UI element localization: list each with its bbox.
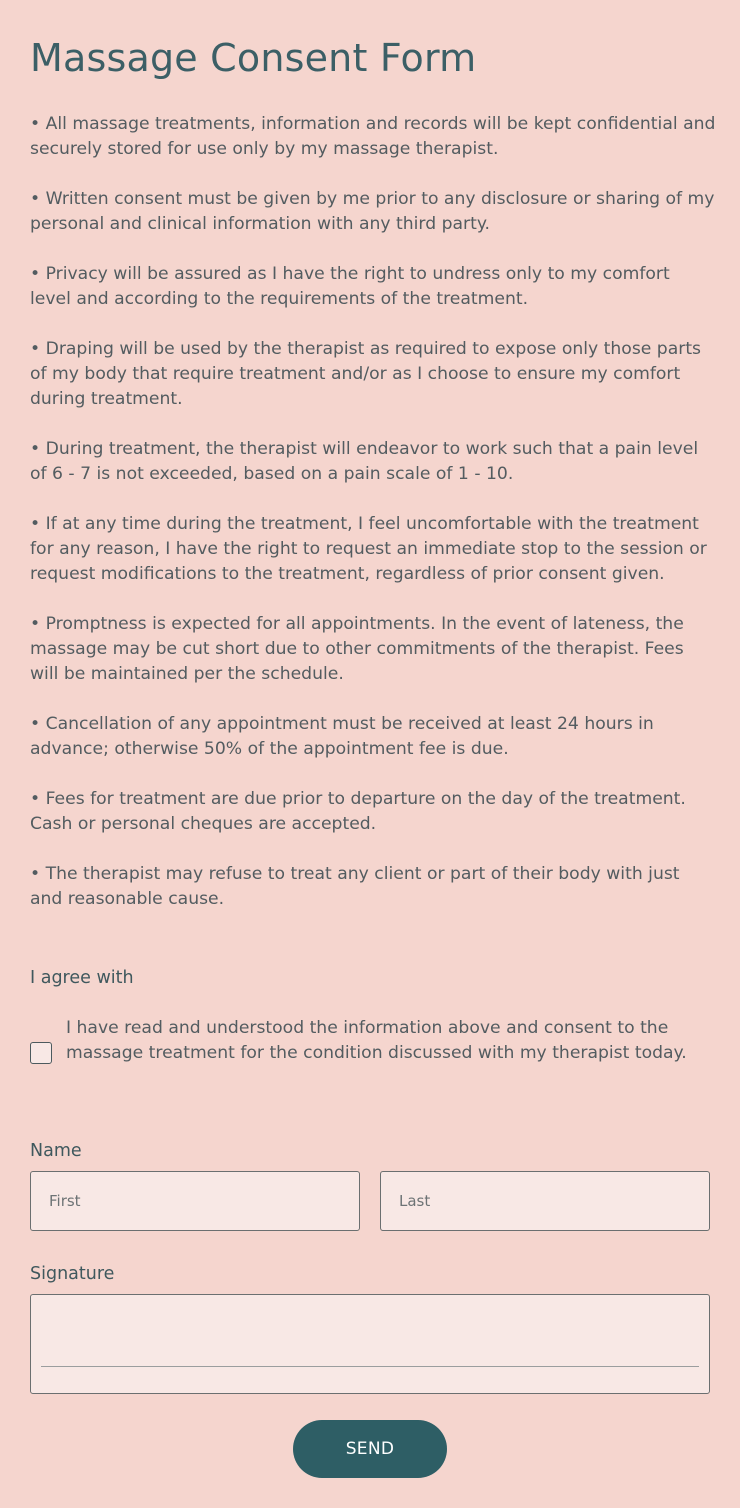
- signature-line: [41, 1366, 699, 1367]
- term-paragraph: • During treatment, the therapist will endeavor to work such that a pain level of 6 - 7 is not exceeded, based on a pain scale of 1 - 10.: [30, 439, 699, 484]
- name-label: Name: [30, 1141, 82, 1161]
- consent-checkbox[interactable]: [30, 1042, 52, 1064]
- send-button[interactable]: SEND: [293, 1420, 447, 1478]
- term-paragraph: • Privacy will be assured as I have the right to undress only to my comfort level and according to the requirements of the treatment.: [30, 264, 670, 309]
- term-paragraph: • All massage treatments, information and records will be kept confidential and securely stored for use only by my massage therapist.: [30, 114, 716, 159]
- term-paragraph: • Draping will be used by the therapist as required to expose only those parts of my body that require treatment and/or as I choose to ensure my comfort during treatment.: [30, 339, 702, 409]
- term-paragraph: • Fees for treatment are due prior to departure on the day of the treatment. Cash or personal cheques are accepted.: [30, 789, 686, 834]
- consent-checkbox-label[interactable]: I have read and understood the information above and consent to the massage treatment for the condition discussed with my therapist today.: [66, 1018, 687, 1063]
- signature-pad[interactable]: [30, 1294, 710, 1394]
- term-paragraph: • Written consent must be given by me prior to any disclosure or sharing of my personal and clinical information with any third party.: [30, 189, 715, 234]
- term-paragraph: • If at any time during the treatment, I feel uncomfortable with the treatment for any reason, I have the right to request an immediate stop to the session or request modifications to the treatment, regardless of prior consent given.: [30, 514, 707, 584]
- page-title: Massage Consent Form: [30, 36, 477, 80]
- agree-label: I agree with: [30, 968, 134, 988]
- term-paragraph: • Promptness is expected for all appointments. In the event of lateness, the massage may be cut short due to other commitments of the therapist. Fees will be maintained per the schedule.: [30, 614, 684, 684]
- first-name-input[interactable]: [30, 1171, 360, 1231]
- term-paragraph: • The therapist may refuse to treat any client or part of their body with just and reasonable cause.: [30, 864, 680, 909]
- signature-label: Signature: [30, 1264, 115, 1284]
- consent-terms: [30, 112, 716, 937]
- last-name-input[interactable]: [380, 1171, 710, 1231]
- term-paragraph: • Cancellation of any appointment must be received at least 24 hours in advance; otherwise 50% of the appointment fee is due.: [30, 714, 654, 759]
